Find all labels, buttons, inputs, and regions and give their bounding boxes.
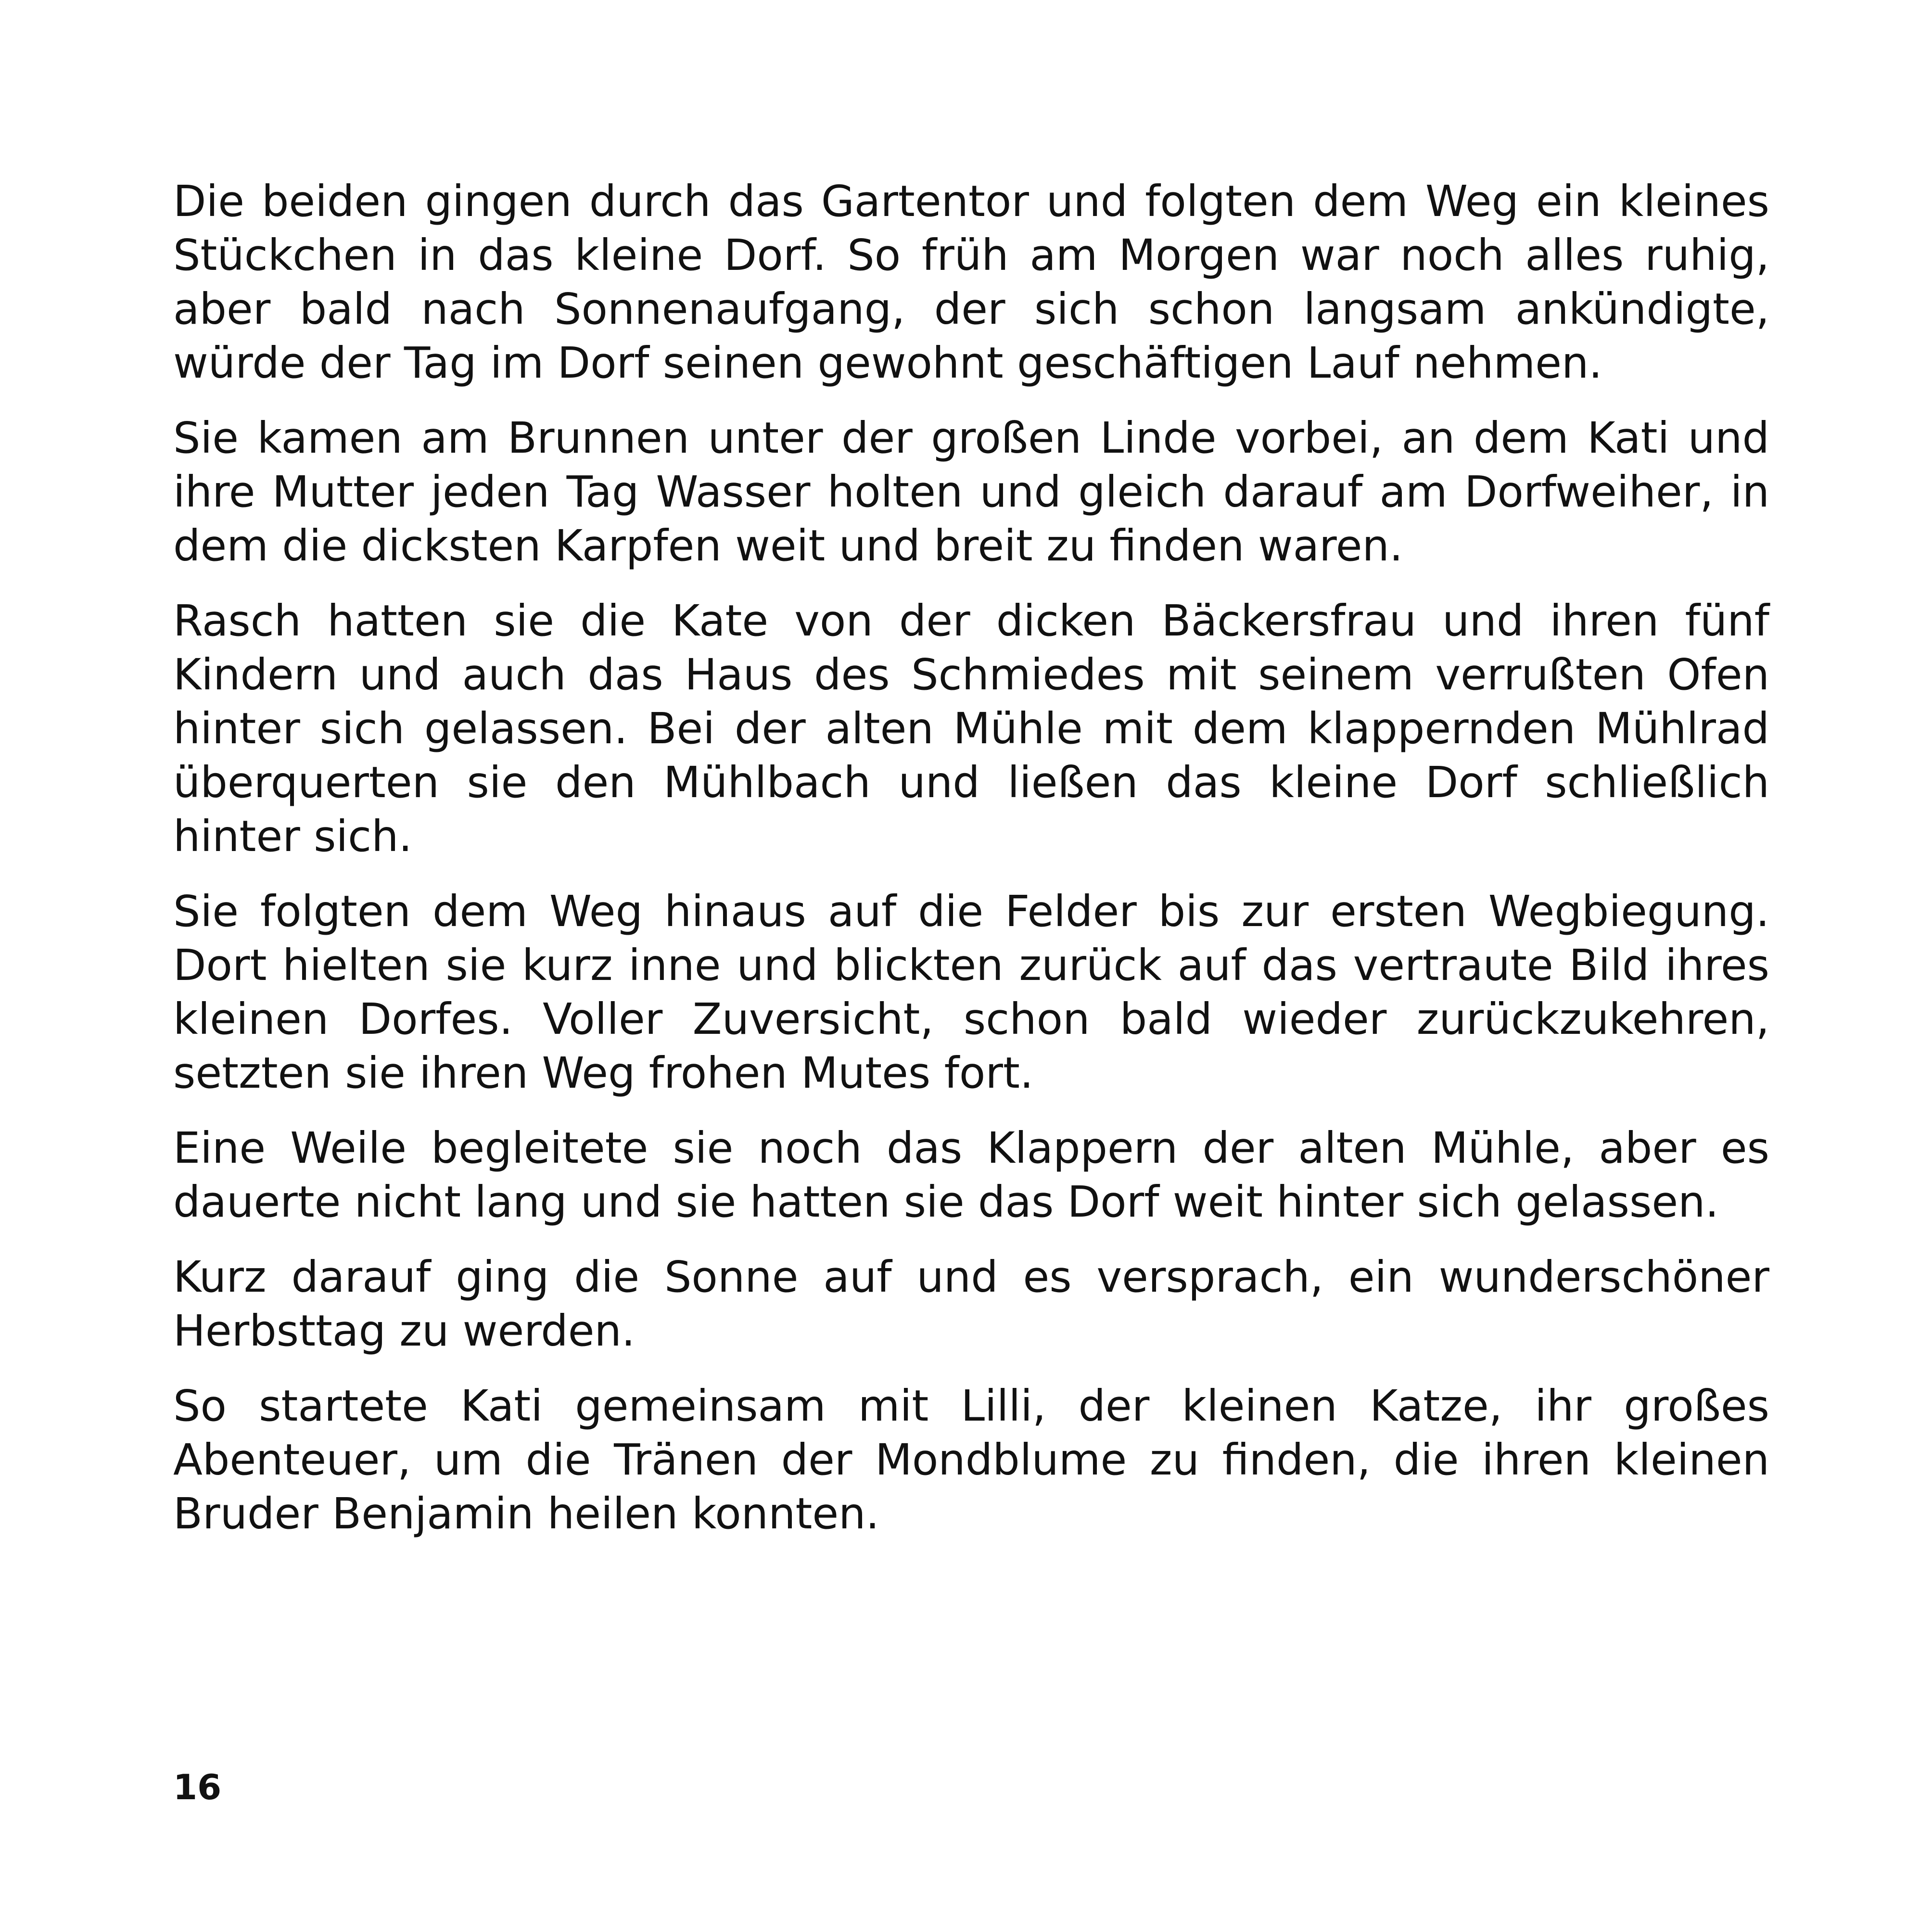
page-number: 16 — [173, 1767, 222, 1807]
paragraph: Die beiden gingen durch das Gartentor und folgten dem Weg ein kleines Stückchen in das kleine Dorf. So früh am Morgen war noch alles ruhig, aber bald nach Sonnenaufgang, der sich schon langsam ankündigte, würde der Tag im Dorf seinen gewohnt geschäftigen Lauf nehmen. — [173, 176, 1769, 388]
body-text — [173, 174, 1769, 1562]
paragraph: Kurz darauf ging die Sonne auf und es versprach, ein wunderschöner Herbsttag zu werden. — [173, 1252, 1769, 1356]
paragraph: Sie kamen am Brunnen unter der großen Linde vorbei, an dem Kati und ihre Mutter jeden Tag Wasser holten und gleich darauf am Dorfweiher, in dem die dicksten Karpfen weit und breit zu finden waren. — [173, 413, 1769, 571]
paragraph: Sie folgten dem Weg hinaus auf die Felder bis zur ersten Wegbiegung. Dort hielten sie kurz inne und blickten zurück auf das vertraute Bild ihres kleinen Dorfes. Voller Zuversicht, schon bald wieder zurückzukehren, setzten sie ihren Weg frohen Mutes fort. — [173, 886, 1769, 1098]
paragraph: So startete Kati gemeinsam mit Lilli, der kleinen Katze, ihr großes Abenteuer, um die Tränen der Mondblume zu finden, die ihren kleinen Bruder Benjamin heilen konnten. — [173, 1381, 1769, 1538]
paragraph: Eine Weile begleitete sie noch das Klappern der alten Mühle, aber es dauerte nicht lang und sie hatten sie das Dorf weit hinter sich gelassen. — [173, 1123, 1769, 1227]
paragraph: Rasch hatten sie die Kate von der dicken Bäckersfrau und ihren fünf Kindern und auch das Haus des Schmiedes mit seinem verrußten Ofen hinter sich gelassen. Bei der alten Mühle mit dem klappernden Mühlrad überquerten sie den Mühlbach und ließen das kleine Dorf schließlich hinter sich. — [173, 596, 1769, 861]
